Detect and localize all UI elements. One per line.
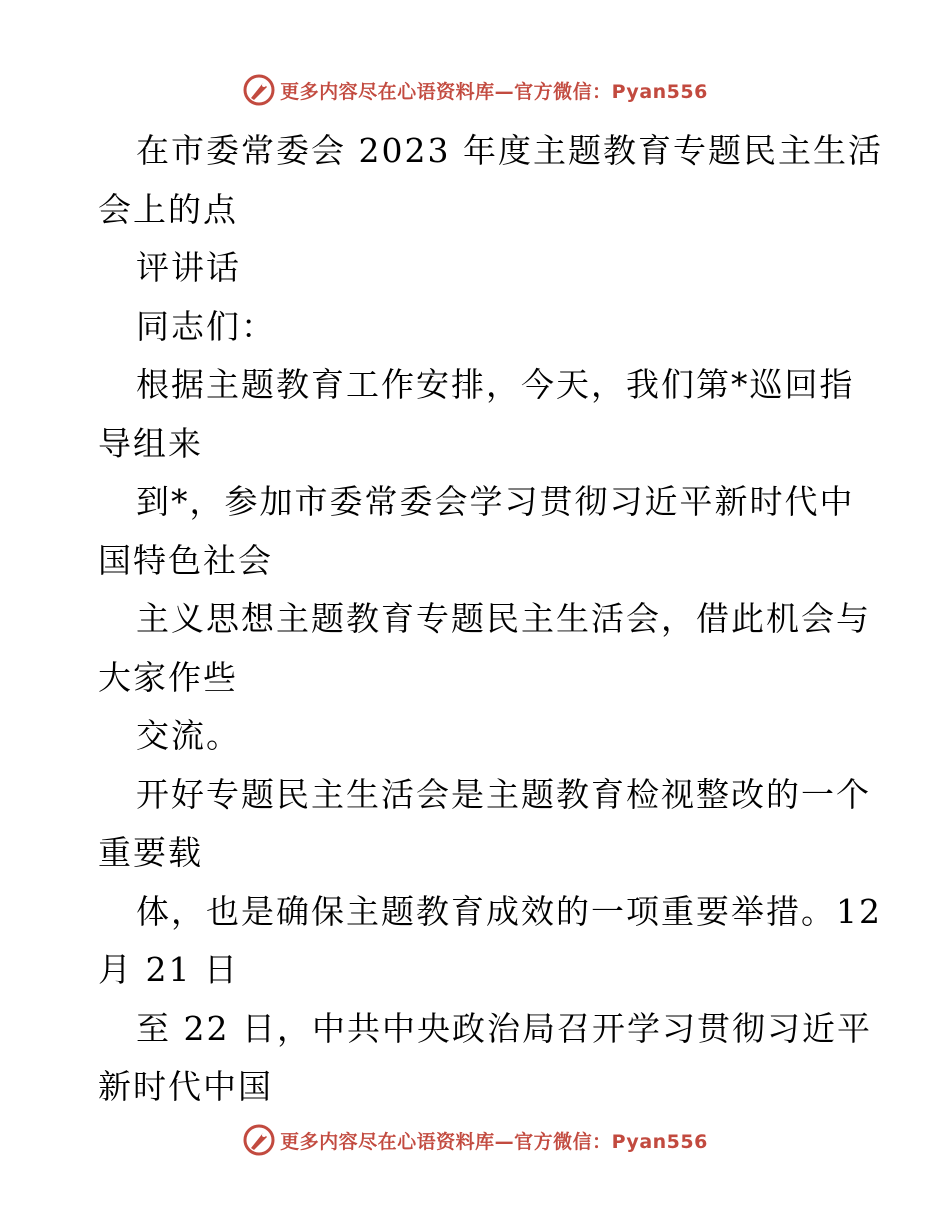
- header-watermark-text: 更多内容尽在心语资料库—官方微信：Pyan556: [280, 80, 708, 103]
- paragraph-line: 大家作些: [98, 657, 238, 697]
- title-line-3: 评讲话: [136, 248, 241, 287]
- paragraph-line: 到*，参加市委常委会学习贯彻习近平新时代中: [136, 482, 855, 521]
- pen-nib-logo-icon: [242, 73, 276, 107]
- title-line-1: 在市委常委会 2023 年度主题教育专题民主生活: [136, 131, 883, 170]
- pen-nib-logo-icon: [242, 1123, 276, 1157]
- paragraph-line: 交流。: [136, 716, 241, 755]
- paragraph-line: 新时代中国: [98, 1067, 273, 1106]
- paragraph-line: 根据主题教育工作安排，今天，我们第*巡回指: [136, 365, 855, 404]
- paragraph-line: 国特色社会: [98, 540, 273, 580]
- header-watermark: [0, 70, 950, 110]
- salutation: 同志们：: [136, 306, 276, 346]
- title-line-2: 会上的点: [98, 189, 238, 229]
- paragraph-line: 重要载: [98, 833, 203, 872]
- paragraph-line: 体，也是确保主题教育成效的一项重要举措。12: [136, 891, 882, 931]
- footer-watermark: [0, 1120, 950, 1160]
- paragraph-line: 开好专题民主生活会是主题教育检视整改的一个: [136, 774, 871, 814]
- footer-watermark-text: 更多内容尽在心语资料库—官方微信：Pyan556: [280, 1130, 708, 1153]
- document-body: [98, 122, 883, 1117]
- paragraph-line: 月 21 日: [98, 950, 239, 989]
- paragraph-line: 导组来: [98, 423, 203, 463]
- paragraph-line: 主义思想主题教育专题民主生活会，借此机会与: [136, 599, 871, 638]
- paragraph-line: 至 22 日，中共中央政治局召开学习贯彻习近平: [136, 1008, 872, 1048]
